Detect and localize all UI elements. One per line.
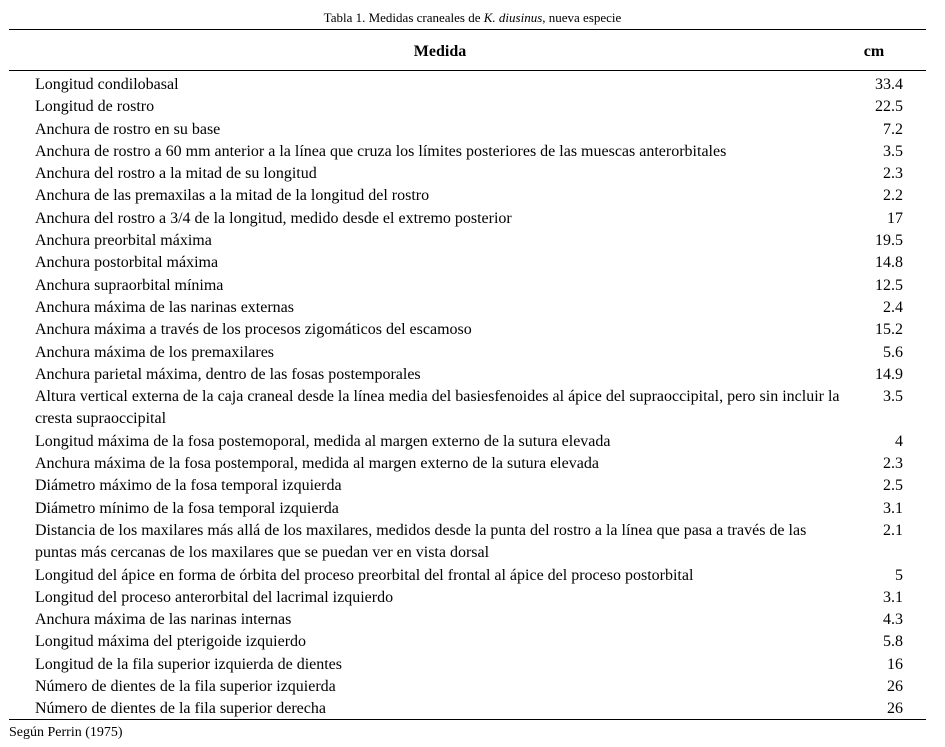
measurement-label: Longitud máxima del pterigoide izquierdo bbox=[35, 633, 307, 651]
table-row bbox=[35, 565, 903, 587]
measurement-label: Altura vertical externa de la caja craneal desde la línea media del basiesfenoides al ápice del supraoccipital, pero sin incluir la cresta supraoccipital bbox=[35, 388, 840, 428]
table-row bbox=[35, 185, 903, 207]
measurement-label: Número de dientes de la fila superior izquierda bbox=[35, 678, 336, 696]
table-row bbox=[35, 342, 903, 364]
measurement-value-cm: 5.6 bbox=[883, 343, 903, 361]
measurement-value-cm: 2.3 bbox=[883, 455, 903, 473]
measurement-value-cm: 16 bbox=[887, 655, 903, 673]
measurement-value-cm: 26 bbox=[887, 700, 903, 718]
measurement-value-cm: 7.2 bbox=[883, 120, 903, 138]
column-header-cm: cm bbox=[863, 43, 885, 60]
table-row bbox=[35, 498, 903, 520]
table-row bbox=[35, 386, 903, 431]
measurement-value-cm: 2.3 bbox=[883, 165, 903, 183]
measurement-label: Longitud condilobasal bbox=[35, 76, 179, 93]
measurement-label: Anchura preorbital máxima bbox=[35, 232, 212, 250]
table-row bbox=[35, 297, 903, 319]
measurement-label: Longitud de la fila superior izquierda de dientes bbox=[35, 655, 343, 673]
table-row bbox=[35, 141, 903, 163]
measurements-table-body bbox=[35, 74, 903, 721]
table-row bbox=[35, 609, 903, 631]
measurement-label: Anchura postorbital máxima bbox=[35, 254, 219, 272]
bottom-rule bbox=[9, 719, 926, 720]
caption-species: K. diusinus bbox=[483, 10, 543, 25]
table-row bbox=[35, 520, 903, 565]
measurement-value-cm: 14.9 bbox=[875, 365, 903, 383]
caption-suffix: , nueva especie bbox=[542, 10, 622, 25]
measurement-value-cm: 33.4 bbox=[875, 76, 903, 93]
measurement-value-cm: 2.2 bbox=[883, 187, 903, 205]
measurement-value-cm: 3.5 bbox=[883, 142, 903, 160]
table-row bbox=[35, 119, 903, 141]
table-row bbox=[35, 163, 903, 185]
table-row bbox=[35, 74, 903, 96]
measurement-label: Número de dientes de la fila superior derecha bbox=[35, 700, 326, 718]
column-header-medida: Medida bbox=[413, 43, 467, 60]
measurement-label: Anchura máxima a través de los procesos zigomáticos del escamoso bbox=[35, 321, 472, 339]
measurement-value-cm: 3.5 bbox=[883, 388, 903, 406]
table-row bbox=[35, 208, 903, 230]
measurement-label: Diámetro máximo de la fosa temporal izquierda bbox=[35, 477, 342, 495]
measurement-label: Anchura del rostro a la mitad de su longitud bbox=[35, 165, 317, 183]
measurement-label: Longitud del proceso anterorbital del lacrimal izquierdo bbox=[35, 588, 394, 606]
measurement-value-cm: 22.5 bbox=[875, 98, 903, 116]
table-row bbox=[35, 230, 903, 252]
table-row bbox=[35, 319, 903, 341]
table-row bbox=[35, 364, 903, 386]
measurement-value-cm: 15.2 bbox=[875, 321, 903, 339]
measurement-label: Longitud máxima de la fosa postemoporal, medida al margen externo de la sutura elevada bbox=[35, 432, 611, 450]
caption-prefix: Tabla 1. Medidas craneales de bbox=[323, 10, 484, 25]
table-row bbox=[35, 252, 903, 274]
table-row bbox=[35, 587, 903, 609]
measurement-label: Anchura parietal máxima, dentro de las fosas postemporales bbox=[35, 365, 421, 383]
measurement-value-cm: 4.3 bbox=[883, 611, 903, 629]
measurement-label: Longitud de rostro bbox=[35, 98, 155, 116]
table-row bbox=[35, 453, 903, 475]
measurement-label: Anchura máxima de las narinas internas bbox=[35, 611, 292, 629]
top-rule bbox=[9, 29, 926, 30]
table-row bbox=[35, 676, 903, 698]
measurement-label: Anchura de las premaxilas a la mitad de la longitud del rostro bbox=[35, 187, 430, 205]
measurement-value-cm: 2.1 bbox=[883, 521, 903, 539]
table-row bbox=[35, 275, 903, 297]
measurement-value-cm: 5.8 bbox=[883, 633, 903, 651]
measurement-label: Anchura supraorbital mínima bbox=[35, 276, 224, 294]
measurement-value-cm: 2.4 bbox=[883, 298, 903, 316]
table-row bbox=[35, 631, 903, 653]
measurement-value-cm: 17 bbox=[887, 209, 903, 227]
measurement-label: Anchura máxima de las narinas externas bbox=[35, 298, 295, 316]
table-row bbox=[35, 475, 903, 497]
measurement-value-cm: 5 bbox=[895, 566, 903, 584]
measurement-value-cm: 2.5 bbox=[883, 477, 903, 495]
measurement-value-cm: 14.8 bbox=[875, 254, 903, 272]
table-row bbox=[35, 654, 903, 676]
table-row bbox=[35, 431, 903, 453]
measurement-label: Anchura de rostro a 60 mm anterior a la línea que cruza los límites posteriores de las muescas anterorbitales bbox=[35, 142, 727, 160]
measurement-label: Anchura del rostro a 3/4 de la longitud, medido desde el extremo posterior bbox=[35, 209, 512, 227]
measurement-value-cm: 4 bbox=[895, 432, 903, 450]
measurement-value-cm: 3.1 bbox=[883, 588, 903, 606]
measurement-label: Anchura máxima de la fosa postemporal, medida al margen externo de la sutura elevada bbox=[35, 455, 599, 473]
measurement-value-cm: 26 bbox=[887, 678, 903, 696]
table-row bbox=[35, 698, 903, 720]
measurement-label: Anchura máxima de los premaxilares bbox=[35, 343, 275, 361]
measurement-label: Distancia de los maxilares más allá de los maxilares, medidos desde la punta del rostro a la línea que pasa a través de las puntas más cercanas de los maxilares que se puedan ver en vista dorsal bbox=[35, 521, 807, 562]
measurement-label: Longitud del ápice en forma de órbita del proceso preorbital del frontal al ápice del proceso postorbital bbox=[35, 566, 694, 584]
measurement-value-cm: 3.1 bbox=[883, 499, 903, 517]
measurement-label: Anchura de rostro en su base bbox=[35, 120, 221, 138]
measurement-value-cm: 19.5 bbox=[875, 232, 903, 250]
table-row bbox=[35, 96, 903, 118]
table-caption bbox=[0, 10, 945, 26]
header-rule bbox=[9, 70, 926, 71]
measurement-label: Diámetro mínimo de la fosa temporal izquierda bbox=[35, 499, 339, 517]
table-source-note: Según Perrin (1975) bbox=[9, 725, 123, 740]
measurement-value-cm: 12.5 bbox=[875, 276, 903, 294]
